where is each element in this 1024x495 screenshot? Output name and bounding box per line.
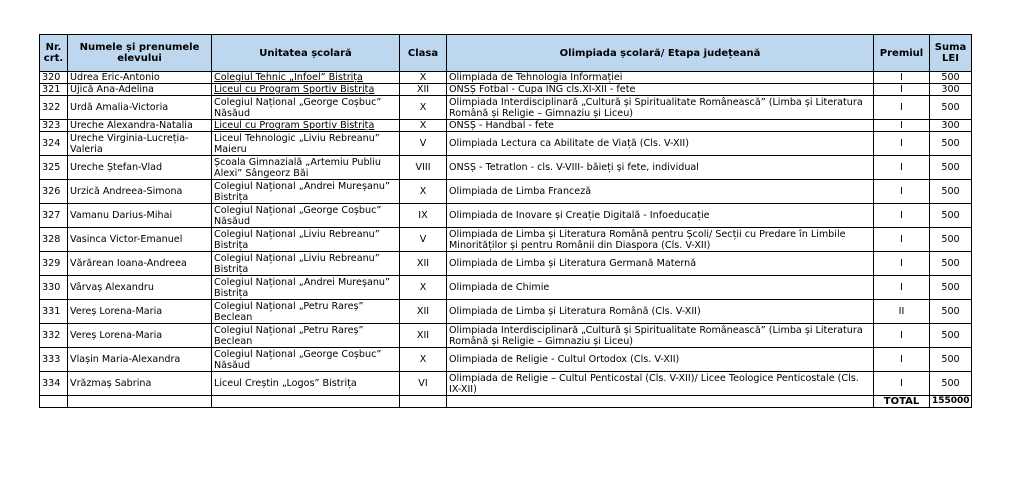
cell-school: Colegiul Național „George Coșbuc” Năsăud	[212, 96, 400, 120]
awards-table	[39, 34, 972, 408]
cell-nr: 330	[40, 276, 68, 300]
cell-grade: X	[400, 180, 447, 204]
header-name: Numele și prenumele elevului	[68, 35, 212, 72]
cell-prize: I	[874, 324, 930, 348]
cell-nr: 327	[40, 204, 68, 228]
table-row	[40, 348, 972, 372]
cell-name: Udrea Eric-Antonio	[68, 72, 212, 84]
table-row	[40, 132, 972, 156]
table-row	[40, 120, 972, 132]
cell-nr: 324	[40, 132, 68, 156]
cell-nr: 332	[40, 324, 68, 348]
cell-school: Liceul cu Program Sportiv Bistrița	[212, 84, 400, 96]
empty-cell	[68, 396, 212, 408]
empty-cell	[40, 396, 68, 408]
cell-prize: I	[874, 348, 930, 372]
cell-prize: I	[874, 120, 930, 132]
cell-prize: I	[874, 84, 930, 96]
table-row	[40, 252, 972, 276]
cell-sum: 300	[930, 84, 972, 96]
table-row	[40, 156, 972, 180]
cell-nr: 322	[40, 96, 68, 120]
cell-olympiad: Olimpiada de Inovare și Creație Digitală - Infoeducație	[447, 204, 874, 228]
cell-grade: IX	[400, 204, 447, 228]
cell-name: Vrăzmaș Sabrina	[68, 372, 212, 396]
cell-name: Vereș Lorena-Maria	[68, 300, 212, 324]
cell-prize: I	[874, 372, 930, 396]
cell-school: Colegiul Național „Andrei Mureșanu” Bistrița	[212, 180, 400, 204]
cell-school: Școala Gimnazială „Artemiu Publiu Alexi” Sângeorz Băi	[212, 156, 400, 180]
cell-grade: X	[400, 72, 447, 84]
cell-olympiad: Olimpiada de Limba și Literatura Germană Maternă	[447, 252, 874, 276]
cell-grade: X	[400, 96, 447, 120]
cell-name: Vlașin Maria-Alexandra	[68, 348, 212, 372]
cell-prize: I	[874, 156, 930, 180]
cell-olympiad: Olimpiada Interdisciplinară „Cultură și Spiritualitate Românească” (Limba și Literatura Română și Religie – Gimnaziu și Liceu)	[447, 96, 874, 120]
cell-olympiad: Olimpiada de Tehnologia Informației	[447, 72, 874, 84]
cell-olympiad: Olimpiada de Religie - Cultul Ortodox (Cls. V-XII)	[447, 348, 874, 372]
cell-name: Ureche Ștefan-Vlad	[68, 156, 212, 180]
cell-prize: I	[874, 252, 930, 276]
cell-grade: X	[400, 120, 447, 132]
cell-grade: X	[400, 348, 447, 372]
cell-school: Colegiul Național „George Coșbuc” Năsăud	[212, 204, 400, 228]
cell-prize: I	[874, 204, 930, 228]
cell-nr: 329	[40, 252, 68, 276]
header-grade: Clasa	[400, 35, 447, 72]
header-nr: Nr. crt.	[40, 35, 68, 72]
cell-prize: I	[874, 96, 930, 120]
cell-prize: I	[874, 132, 930, 156]
total-sum: 155000	[930, 396, 972, 408]
cell-sum: 500	[930, 276, 972, 300]
total-label: TOTAL	[874, 396, 930, 408]
table-row	[40, 96, 972, 120]
cell-olympiad: ONSȘ - Tetratlon - cls. V-VIII- băieți și fete, individual	[447, 156, 874, 180]
cell-sum: 500	[930, 228, 972, 252]
cell-name: Vereș Lorena-Maria	[68, 324, 212, 348]
cell-name: Ureche Alexandra-Natalia	[68, 120, 212, 132]
cell-school: Colegiul Național „Andrei Mureșanu” Bistrița	[212, 276, 400, 300]
cell-sum: 500	[930, 300, 972, 324]
cell-nr: 326	[40, 180, 68, 204]
cell-sum: 500	[930, 180, 972, 204]
cell-nr: 328	[40, 228, 68, 252]
cell-olympiad: Olimpiada de Limba Franceză	[447, 180, 874, 204]
table-row	[40, 228, 972, 252]
cell-school: Colegiul Național „George Coșbuc” Năsăud	[212, 348, 400, 372]
cell-nr: 325	[40, 156, 68, 180]
header-sum: Suma LEI	[930, 35, 972, 72]
table-row	[40, 180, 972, 204]
cell-school: Colegiul Național „Petru Rareș” Beclean	[212, 300, 400, 324]
cell-school: Liceul Creștin „Logos” Bistrița	[212, 372, 400, 396]
cell-school: Colegiul Național „Liviu Rebreanu” Bistrița	[212, 228, 400, 252]
cell-prize: I	[874, 72, 930, 84]
cell-grade: XII	[400, 324, 447, 348]
table-row	[40, 276, 972, 300]
cell-school: Liceul cu Program Sportiv Bistrița	[212, 120, 400, 132]
cell-grade: VIII	[400, 156, 447, 180]
cell-sum: 500	[930, 348, 972, 372]
cell-name: Vârvaș Alexandru	[68, 276, 212, 300]
empty-cell	[447, 396, 874, 408]
cell-sum: 500	[930, 96, 972, 120]
table-row	[40, 84, 972, 96]
table-row	[40, 72, 972, 84]
cell-prize: II	[874, 300, 930, 324]
cell-sum: 500	[930, 204, 972, 228]
cell-school: Colegiul Național „Petru Rareș” Beclean	[212, 324, 400, 348]
cell-name: Urdă Amalia-Victoria	[68, 96, 212, 120]
cell-olympiad: Olimpiada de Limba și Literatura Română pentru Școli/ Secții cu Predare în Limbile Minorităților și pentru Românii din Diaspora (Cls. V-XII)	[447, 228, 874, 252]
empty-cell	[400, 396, 447, 408]
cell-nr: 333	[40, 348, 68, 372]
cell-sum: 500	[930, 372, 972, 396]
cell-name: Ureche Virginia-Lucreția-Valeria	[68, 132, 212, 156]
cell-name: Vărărean Ioana-Andreea	[68, 252, 212, 276]
cell-olympiad: ONSȘ Fotbal - Cupa ING cls.XI-XII - fete	[447, 84, 874, 96]
table-row	[40, 324, 972, 348]
cell-grade: VI	[400, 372, 447, 396]
cell-sum: 300	[930, 120, 972, 132]
cell-nr: 321	[40, 84, 68, 96]
cell-olympiad: Olimpiada de Religie – Cultul Penticostal (Cls. V-XII)/ Licee Teologice Penticostale (Cls. IX-XII)	[447, 372, 874, 396]
empty-cell	[212, 396, 400, 408]
total-row	[40, 396, 972, 408]
cell-sum: 500	[930, 252, 972, 276]
cell-name: Ujică Ana-Adelina	[68, 84, 212, 96]
header-school: Unitatea școlară	[212, 35, 400, 72]
cell-nr: 334	[40, 372, 68, 396]
cell-nr: 331	[40, 300, 68, 324]
cell-nr: 323	[40, 120, 68, 132]
cell-prize: I	[874, 228, 930, 252]
table-row	[40, 372, 972, 396]
cell-sum: 500	[930, 324, 972, 348]
cell-grade: XII	[400, 252, 447, 276]
cell-nr: 320	[40, 72, 68, 84]
cell-school: Colegiul Tehnic „Infoel” Bistrița	[212, 72, 400, 84]
header-row	[40, 35, 972, 72]
cell-school: Colegiul Național „Liviu Rebreanu” Bistrița	[212, 252, 400, 276]
cell-olympiad: Olimpiada de Limba și Literatura Română (Cls. V-XII)	[447, 300, 874, 324]
cell-prize: I	[874, 180, 930, 204]
cell-sum: 500	[930, 156, 972, 180]
cell-grade: V	[400, 132, 447, 156]
cell-school: Liceul Tehnologic „Liviu Rebreanu” Maieru	[212, 132, 400, 156]
cell-grade: XII	[400, 84, 447, 96]
cell-grade: XII	[400, 300, 447, 324]
cell-sum: 500	[930, 72, 972, 84]
cell-olympiad: Olimpiada de Chimie	[447, 276, 874, 300]
cell-name: Vamanu Darius-Mihai	[68, 204, 212, 228]
cell-name: Vasinca Victor-Emanuel	[68, 228, 212, 252]
cell-grade: V	[400, 228, 447, 252]
cell-olympiad: Olimpiada Interdisciplinară „Cultură și Spiritualitate Românească” (Limba și Literatura Română și Religie – Gimnaziu și Liceu)	[447, 324, 874, 348]
header-olympiad: Olimpiada școlară/ Etapa județeană	[447, 35, 874, 72]
header-prize: Premiul	[874, 35, 930, 72]
table-row	[40, 300, 972, 324]
cell-grade: X	[400, 276, 447, 300]
cell-sum: 500	[930, 132, 972, 156]
cell-name: Urzică Andreea-Simona	[68, 180, 212, 204]
cell-olympiad: Olimpiada Lectura ca Abilitate de Viață (Cls. V-XII)	[447, 132, 874, 156]
cell-prize: I	[874, 276, 930, 300]
table-row	[40, 204, 972, 228]
cell-olympiad: ONSȘ - Handbal - fete	[447, 120, 874, 132]
